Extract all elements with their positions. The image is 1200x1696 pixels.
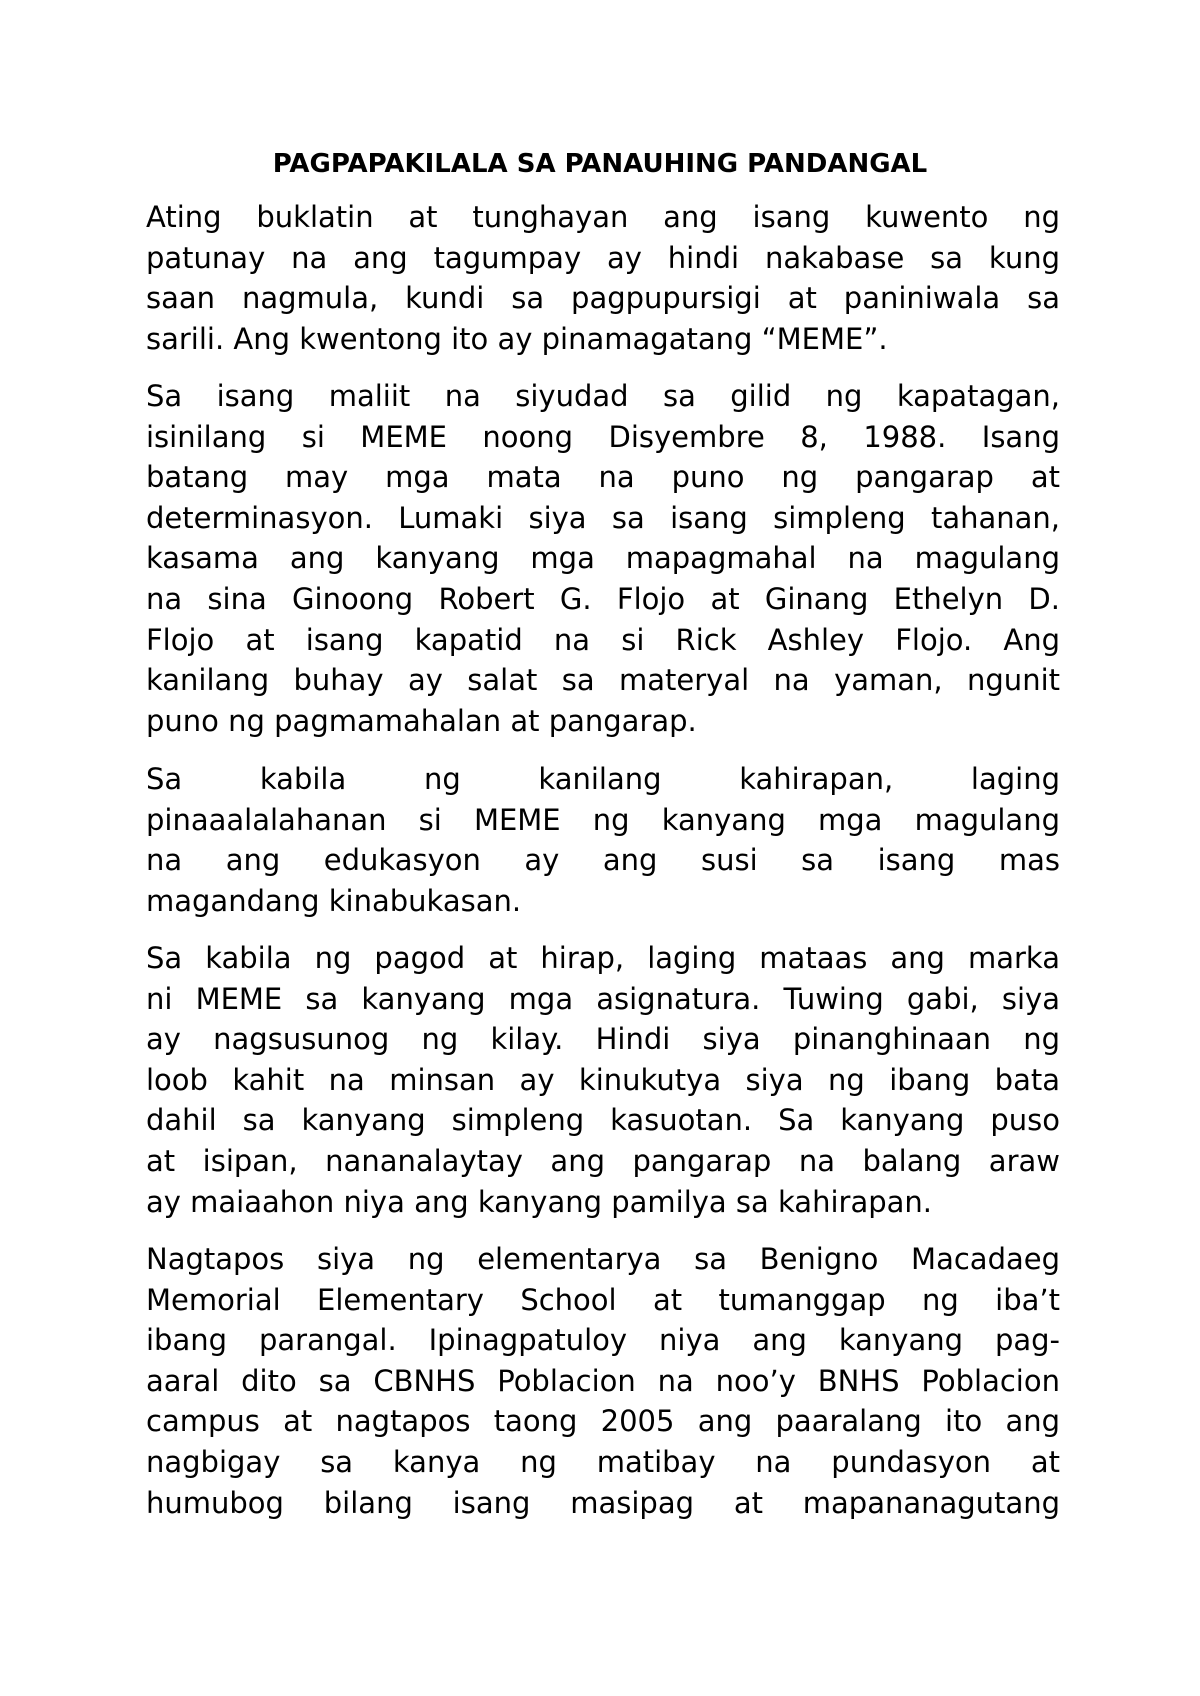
text-line: ni MEME sa kanyang mga asignatura. Tuwing gabi, siya	[146, 981, 1060, 1016]
text-line: kanilang buhay ay salat sa materyal na yaman, ngunit	[146, 663, 1060, 698]
text-line: saan nagmula, kundi sa pagpupursigi at paniniwala sa	[146, 281, 1060, 316]
text-line: sarili. Ang kwentong ito ay pinamagatang “MEME”.	[146, 321, 888, 356]
text-line: batang may mga mata na puno ng pangarap at	[146, 460, 1060, 495]
text-line: at isipan, nananalaytay ang pangarap na balang araw	[146, 1143, 1060, 1178]
text-line: aaral dito sa CBNHS Poblacion na noo’y BNHS Poblacion	[146, 1363, 1060, 1398]
text-line: Sa isang maliit na siyudad sa gilid ng kapatagan,	[146, 379, 1060, 413]
text-line: humubog bilang isang masipag at mapananagutang	[146, 1485, 1060, 1520]
document-title: PAGPAPAKILALA SA PANAUHING PANDANGAL	[272, 149, 928, 179]
text-line: loob kahit na minsan ay kinukutya siya ng ibang bata	[146, 1062, 1060, 1097]
paragraph-5	[146, 1239, 1060, 1523]
text-line: na ang edukasyon ay ang susi sa isang mas	[146, 843, 1060, 878]
text-line: isinilang si MEME noong Disyembre 8, 1988. Isang	[146, 419, 1060, 454]
text-line: na sina Ginoong Robert G. Flojo at Ginang Ethelyn D.	[146, 581, 1060, 616]
text-line: Nagtapos siya ng elementarya sa Benigno Macadaeg	[146, 1242, 1060, 1276]
text-line: ibang parangal. Ipinagpatuloy niya ang kanyang pag-	[146, 1323, 1060, 1358]
text-line: Sa kabila ng pagod at hirap, laging mataas ang marka	[146, 941, 1060, 975]
text-line: ay nagsusunog ng kilay. Hindi siya pinanghinaan ng	[146, 1022, 1060, 1057]
text-line: nagbigay sa kanya ng matibay na pundasyon at	[146, 1444, 1060, 1479]
paragraph-4	[146, 938, 1060, 1222]
text-line: kasama ang kanyang mga mapagmahal na magulang	[146, 541, 1060, 576]
text-line: ay maiaahon niya ang kanyang pamilya sa kahirapan.	[146, 1184, 932, 1219]
text-line: dahil sa kanyang simpleng kasuotan. Sa kanyang puso	[146, 1103, 1060, 1138]
text-line: patunay na ang tagumpay ay hindi nakabase sa kung	[146, 240, 1060, 275]
text-line: Sa kabila ng kanilang kahirapan, laging	[146, 762, 1060, 796]
text-line: Memorial Elementary School at tumanggap ng iba’t	[146, 1282, 1060, 1317]
paragraph-2	[146, 376, 1060, 741]
text-line: campus at nagtapos taong 2005 ang paaralang ito ang	[146, 1404, 1060, 1439]
text-line: determinasyon. Lumaki siya sa isang simpleng tahanan,	[146, 500, 1060, 535]
text-line: Ating buklatin at tunghayan ang isang kuwento ng	[146, 200, 1060, 234]
text-line: puno ng pagmamahalan at pangarap.	[146, 703, 697, 738]
paragraph-1	[146, 197, 1060, 359]
text-line: Flojo at isang kapatid na si Rick Ashley Flojo. Ang	[146, 622, 1060, 657]
paragraph-3	[146, 759, 1060, 921]
text-line: magandang kinabukasan.	[146, 883, 522, 918]
text-line: pinaaalalahanan si MEME ng kanyang mga magulang	[146, 802, 1060, 837]
